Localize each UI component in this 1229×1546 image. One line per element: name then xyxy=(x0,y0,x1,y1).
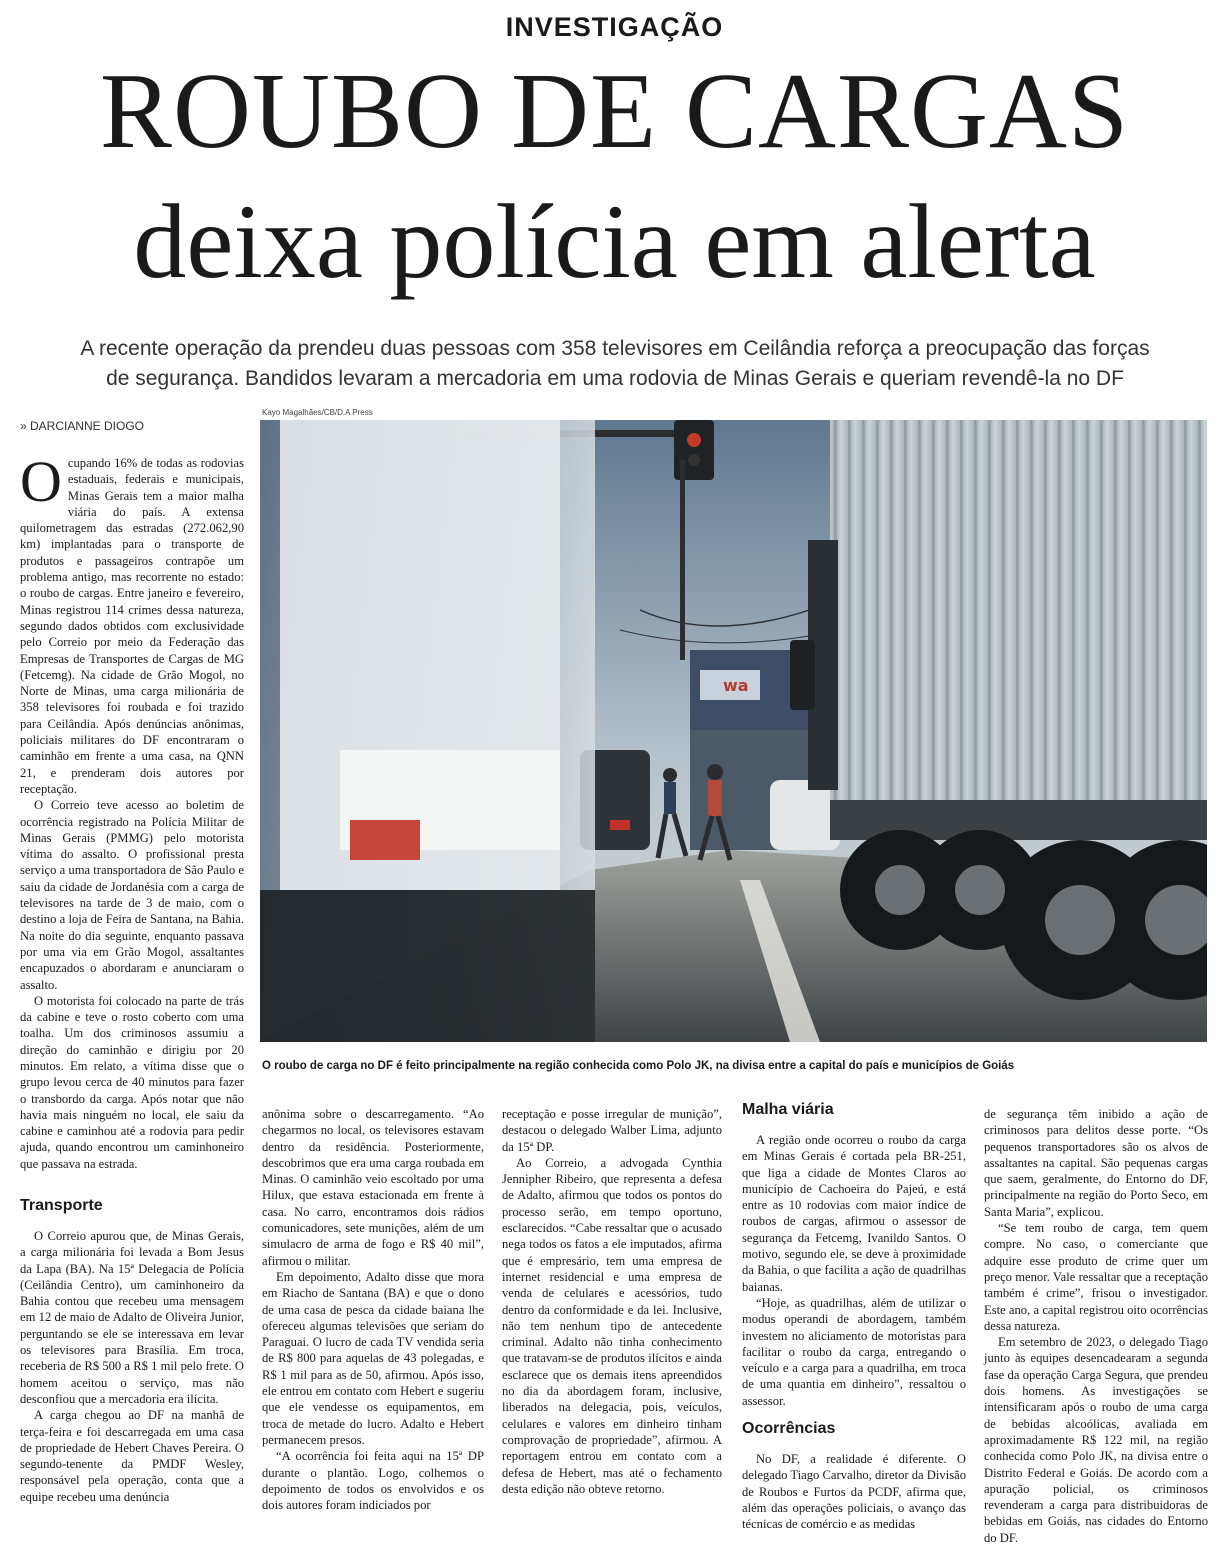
photo-caption: O roubo de carga no DF é feito principalmente na região conhecida como Polo JK, na divisa entre a capital do país e municípios de Goiás xyxy=(262,1060,1015,1072)
paragraph: No DF, a realidade é diferente. O delegado Tiago Carvalho, diretor da Divisão de Roubos e Furtos da PCDF, afirma que, além das operações policiais, o avanço das técnicas de comércio e as medidas xyxy=(742,1452,966,1532)
paragraph: Em depoimento, Adalto disse que mora em Riacho de Santana (BA) e que o dono de uma casa de pesca da cidade baiana lhe ofereceu algumas televisões que seriam do Paraguai. O lucro de cada TV vendida seria de R$ 800 para aquelas de 43 polegadas, e R$ 1 mil para as de 50, afirmou. Após isso, ele entrou em contato com Hebert e sugeriu que ele vendesse os equipamentos, em troca de metade do lucro. Adalto e Hebert permanecem presos. xyxy=(262,1269,484,1447)
article-column-4 xyxy=(742,1100,966,1533)
deck-line-1: A recente operação da prendeu duas pessoas com 358 televisores em Ceilândia reforça a preocupação das forças xyxy=(80,337,1150,360)
headline-line-2: deixa polícia em alerta xyxy=(133,183,1096,300)
paragraph: anônima sobre o descarregamento. “Ao chegarmos no local, os televisores estavam dentro da residência. Posteriormente, descobrimos que era uma carga roubada em Minas. O caminhão veio escoltado por uma Hilux, que estava estacionada em frente à casa. No carro, encontramos dois rádios comunicadores, sete munições, além de um simulacro de arma de fogo e R$ 40 mil”, afirmou o militar. xyxy=(262,1107,484,1268)
article-column-2 xyxy=(262,1106,484,1513)
deck-line-2: de segurança. Bandidos levaram a mercadoria em uma rodovia de Minas Gerais e queriam revendê-la no DF xyxy=(106,367,1124,390)
paragraph: O motorista foi colocado na parte de trás da cabine e teve o rosto coberto com uma toalha. Um dos criminosos assumiu a direção do caminhão e dirigiu por 20 minutos. Em relato, a vítima disse que o grupo levou cerca de 40 minutos para fazer o transbordo da carga. Após notar que não havia mais ninguém no local, ele saiu da cabine e caminhou até a rodovia para pedir ajuda, quando encontrou um caminhoneiro que passava na estrada. xyxy=(20,993,244,1171)
subhead-transporte: Transporte xyxy=(20,1197,103,1214)
article-column-5 xyxy=(984,1106,1208,1546)
traffic-scene-illustration xyxy=(260,420,1207,1042)
article-column-1 xyxy=(20,449,244,1172)
paragraph: “Hoje, as quadrilhas, além de utilizar o modus operandi de abordagem, também investem no aliciamento de motoristas para facilitar o roubo da carga, entregando o veículo e a carga para a quadrilha, em troca de uma quantia em dinheiro”, ressaltou o assessor. xyxy=(742,1295,966,1408)
paragraph: O Correio teve acesso ao boletim de ocorrência registrado na Polícia Militar de Minas Gerais (PMMG) pelo motorista vítima do assalto. O profissional presta serviço a uma transportadora de São Paulo e saiu da cidade de Jordanésia com a carga de televisores na tarde de 3 de maio, com o destino a loja de Feira de Santana, na Bahia. Na noite do dia seguinte, enquanto passava por uma via em Grão Mogol, assaltantes encapuzados o abordaram e anunciaram o assalto. xyxy=(20,798,244,992)
subhead-malha-viaria: Malha viária xyxy=(742,1101,834,1118)
paragraph: O Correio apurou que, de Minas Gerais, a carga milionária foi levada a Bom Jesus da Lapa (BA). Na 15ª Delegacia de Polícia (Ceilândia Centro), um caminhoneiro da Bahia contou que recebeu uma mensagem em 12 de maio de Adalto de Oliveira Junior, perguntando se ele se interessava em levar os televisores para Brasília. Em troca, receberia de R$ 500 a R$ 1 mil pelo frete. O homem aceitou o serviço, mas não desconfiou que a mercadoria era ilícita. xyxy=(20,1229,244,1406)
paragraph: “A ocorrência foi feita aqui na 15ª DP durante o plantão. Logo, colhemos o depoimento de todos os envolvidos e os dois autores foram indiciados por xyxy=(262,1449,484,1513)
paragraph: A carga chegou ao DF na manhã de terça-feira e foi descarregada em uma casa de propriedade de Hebert Chaves Pereira. O segundo-tenente da PMDF Wesley, responsável pela operação, conta que a equipe recebeu uma denúncia xyxy=(20,1408,244,1504)
truck-sign-text: wa xyxy=(723,676,749,695)
article-column-1-continued xyxy=(20,1196,244,1505)
paragraph: cupando 16% de todas as rodovias estaduais, federais e municipais, Minas Gerais tem a maior malha viária do país. A extensa quilometragem das estradas (272.062,90 km) implantadas para o transporte de produtos e passageiros contrapõe um problema antigo, mas recorrente no estado: o roubo de cargas. Entre janeiro e fevereiro, Minas registrou 114 crimes dessa natureza, segundo dados obtidos com exclusividade pelo Correio por meio da Federação das Empresas de Transportes de Cargas de MG (Fetcemg). Na cidade de Grão Mogol, no Norte de Minas, uma carga milionária de 358 televisores foi roubada e foi trazido para Ceilândia. Após denúncias anônimas, policiais militares do DF encontraram o caminhão em frente a uma casa, na QNN 21, e prenderam dois autores por receptação. xyxy=(20,456,244,796)
paragraph: receptação e posse irregular de munição”, destacou o delegado Walber Lima, adjunto da 15ª DP. xyxy=(502,1107,722,1154)
section-kicker: INVESTIGAÇÃO xyxy=(505,12,724,42)
photo-credit: Kayo Magalhães/CB/D.A Press xyxy=(262,408,373,417)
paragraph: Ao Correio, a advogada Cynthia Jennipher Ribeiro, que representa a defesa de Adalto, afirmou que todos os pontos do processo serão, em tempo oportuno, esclarecidos. “Cabe ressaltar que o acusado nega todos os fatos a ele imputados, afirma que é empresário, tem uma empresa de internet residencial e uma empresa de venda de celulares e acessórios, tudo dentro da conformidade e da lei. Inclusive, não tem nenhum tipo de antecedente criminal. Adalto não tinha conhecimento que tratavam-se de produtos ilícitos e ainda esclarece que os demais itens apreendidos no dia da abordagem foram, inclusive, liberados na delegacia, pois, veículos, celulares e valores em dinheiro tinham comprovação de propriedade”, afirmou. A reportagem entrou em contato com a defesa de Hebert, mas até o fechamento desta edição não obteve retorno. xyxy=(502,1155,722,1496)
drop-cap: O xyxy=(20,449,62,514)
paragraph: “Se tem roubo de carga, tem quem compre. No caso, o comerciante que adquire esse produto de crime quer um preço menor. Vale ressaltar que a receptação também é crime”, frisou o investigador. Este ano, a capital registrou oito ocorrências dessa natureza. xyxy=(984,1221,1208,1333)
paragraph: A região onde ocorreu o roubo da carga em Minas Gerais é cortada pela BR-251, que liga a cidade de Montes Claros ao município de Cachoeira do Pajeú, e está entre as 10 rodovias com maior índice de roubos de cargas, afirmou o assessor de segurança da Fetcemg, Ivanildo Santos. O motivo, segundo ele, se deve à proximidade da Bahia, o que facilita a ação de quadrilhas baianas. xyxy=(742,1133,966,1294)
article-photo xyxy=(260,420,1207,1042)
headline-line-1: ROUBO DE CARGAS xyxy=(99,52,1130,171)
deck xyxy=(40,334,1190,394)
paragraph: Em setembro de 2023, o delegado Tiago junto às equipes desencadearam a segunda fase da operação Carga Segura, que prendeu dois homens. As investigações se intensificaram após o roubo de uma carga de bebidas alcoólicas, avaliada em aproximadamente R$ 122 mil, na região conhecida como Polo JK, na divisa entre o Distrito Federal e Goiás. De acordo com a apuração policial, os criminosos revenderam a carga para distribuidoras de bebidas em Goiás, nas cidades do Entorno do DF. xyxy=(984,1335,1208,1545)
byline: » DARCIANNE DIOGO xyxy=(20,419,145,433)
paragraph: de segurança têm inibido a ação de criminosos para delitos desse porte. “Os pequenos transportadores são os alvos de assaltantes na capital. São pequenas cargas que saem, geralmente, do Entorno do DF, principalmente na região do Porto Seco, em Santa Maria”, explicou. xyxy=(984,1107,1208,1219)
subhead-ocorrencias: Ocorrências xyxy=(742,1420,836,1438)
article-column-3 xyxy=(502,1106,722,1497)
